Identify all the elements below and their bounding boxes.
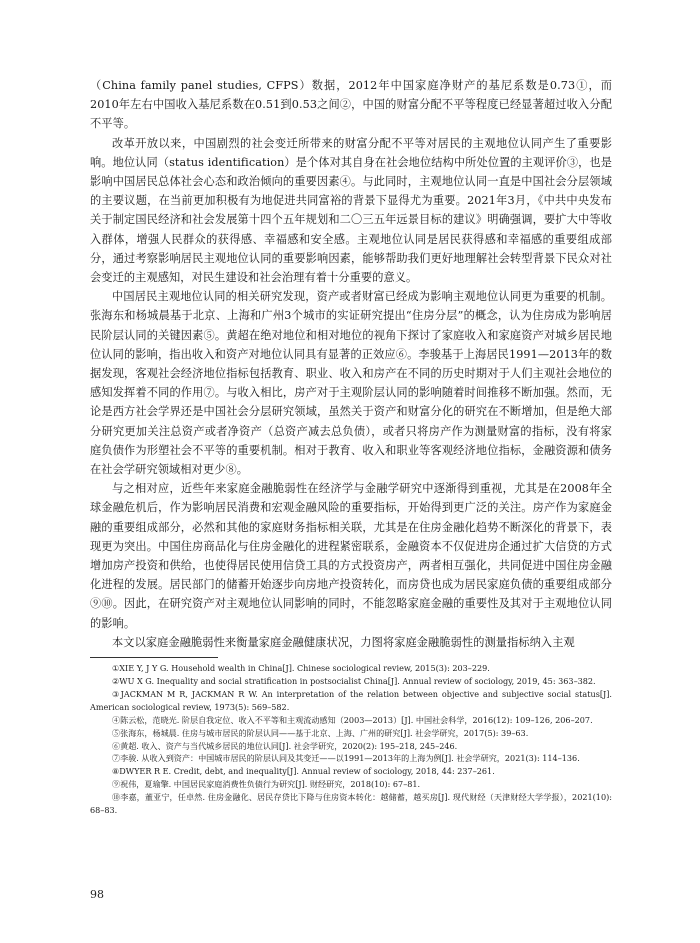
- footnote: ⑥黄超. 收入、资产与当代城乡居民的地位认同[J]. 社会学研究，2020(2): 195–218, 245–246.: [112, 740, 458, 751]
- footnote: ⑦李骏. 从收入到资产：中国城市居民的阶层认同及其变迁——以1991—2013年的上海为例[J]. 社会学研究，2021(3): 114–136.: [112, 753, 580, 764]
- footnotes: [90, 662, 612, 817]
- body-paragraph: 与之相对应，近些年来家庭金融脆弱性在经济学与金融学研究中逐渐得到重视，尤其是在2008年全球金融危机后，作为影响居民消费和宏观金融风险的重要指标，开始得到更广泛的关注。房产作为家庭金融的重要组成部分，必然和其他的家庭财务指标相关联，尤其是在住房金融化趋势不断深化的背景下，表现更为突出。中国住房商品化与住房金融化的进程紧密联系，金融资本不仅促进房企通过扩大信贷的方式增加房产投资和供给，也使得居民使用信贷工具的方式投资房产，两者相互强化，共同促进中国住房金融化进程的发展。居民部门的储蓄开始逐步向房地产投资转化，而房贷也成为居民家庭负债的重要组成部分⑨⑩。因此，在研究资产对主观地位认同影响的同时，不能忽略家庭金融的重要性及其对于主观地位认同的影响。: [90, 482, 612, 630]
- body-paragraph: （China family panel studies, CFPS）数据，2012年中国家庭净财产的基尼系数是0.73①，而2010年左右中国收入基尼系数在0.51到0.53之间②，中国的财富分配不平等程度已经显著超过收入分配不平等。: [90, 79, 612, 131]
- footnote: ⑧DWYER R E. Credit, debt, and inequality[J]. Annual review of sociology, 2018, 44: 237–261.: [112, 766, 495, 777]
- page-body: [90, 76, 612, 817]
- footnote-divider: [90, 657, 218, 658]
- footnote: ②WU X G. Inequality and social stratification in postsocialist China[J]. Annual review of sociology, 2019, 45: 363–382.: [112, 676, 596, 686]
- body-paragraph: 中国居民主观地位认同的相关研究发现，资产或者财富已经成为影响主观地位认同更为重要的机制。张海东和杨城晨基于北京、上海和广州3个城市的实证研究提出“住房分层”的概念，认为住房成为影响居民阶层认同的关键因素⑤。黄超在绝对地位和相对地位的视角下探讨了家庭收入和家庭资产对城乡居民地位认同的影响，指出收入和资产对地位认同具有显著的正效应⑥。李骏基于上海居民1991—2013年的数据发现，客观社会经济地位指标包括教育、职业、收入和房产在不同的历史时期对于人们主观社会地位的感知发挥着不同的作用⑦。与收入相比，房产对于主观阶层认同的影响随着时间推移不断加强。然而，无论是西方社会学界还是中国社会分层研究领域，虽然关于资产和财富分化的研究在不断增加，但是绝大部分研究更加关注总资产或者净资产（总资产减去总负债），或者只将房产作为测量财富的指标，没有将家庭负债作为形塑社会不平等的重要机制。相对于教育、收入和职业等客观经济地位指标，金融资源和债务在社会学研究领域相对更少⑧。: [90, 290, 612, 477]
- body-paragraph: 改革开放以来，中国剧烈的社会变迁所带来的财富分配不平等对居民的主观地位认同产生了重要影响。地位认同（status identification）是个体对其自身在社会地位结构中所处位置的主观评价③，也是影响中国居民总体社会心态和政治倾向的重要因素④。与此同时，主观地位认同一直是中国社会分层领域的主要议题，在当前更加积极有为地促进共同富裕的背景下显得尤为重要。2021年3月，《中共中央发布关于制定国民经济和社会发展第十四个五年规划和二〇三五年远景目标的建议》明确强调，要扩大中等收入群体，增强人民群众的获得感、幸福感和安全感。主观地位认同是居民获得感和幸福感的重要组成部分，通过考察影响居民主观地位认同的重要影响因素，能够帮助我们更好地理解社会转型背景下民众对社会变迁的主观感知，对民生建设和社会治理有着十分重要的意义。: [90, 136, 612, 285]
- footnote: ⑨祝伟，夏瑜擎. 中国居民家庭消费性负债行为研究[J]. 财经研究，2018(10): 67–81.: [112, 779, 421, 790]
- footnote: ⑩李嘉，董亚宁，任卓然. 住房金融化、居民存贷比下降与住房资本转化：越储蓄，越买房[J]. 现代财经（天津财经大学学报），2021(10): 68–83.: [90, 792, 612, 816]
- footnote: ①XIE Y, J Y G. Household wealth in China[J]. Chinese sociological review, 2015(3): 203–229.: [112, 663, 490, 674]
- page-number: 98: [90, 888, 104, 901]
- footnote: ⑤张海东，杨城晨. 住房与城市居民的阶层认同——基于北京、上海、广州的研究[J]. 社会学研究，2017(5): 39–63.: [112, 727, 529, 738]
- footnote: ④陈云松，范晓光. 阶层自我定位、收入不平等和主观流动感知（2003—2013）[J]. 中国社会科学，2016(12): 109–126, 206–207.: [112, 714, 593, 725]
- footnote: ③JACKMAN M R, JACKMAN R W. An interpretation of the relation between objective and subjective social status[J]. American sociological review, 1973(5): 569–582.: [90, 688, 612, 712]
- body-paragraph: 本文以家庭金融脆弱性来衡量家庭金融健康状况，力图将家庭金融脆弱性的测量指标纳入主观: [112, 635, 575, 649]
